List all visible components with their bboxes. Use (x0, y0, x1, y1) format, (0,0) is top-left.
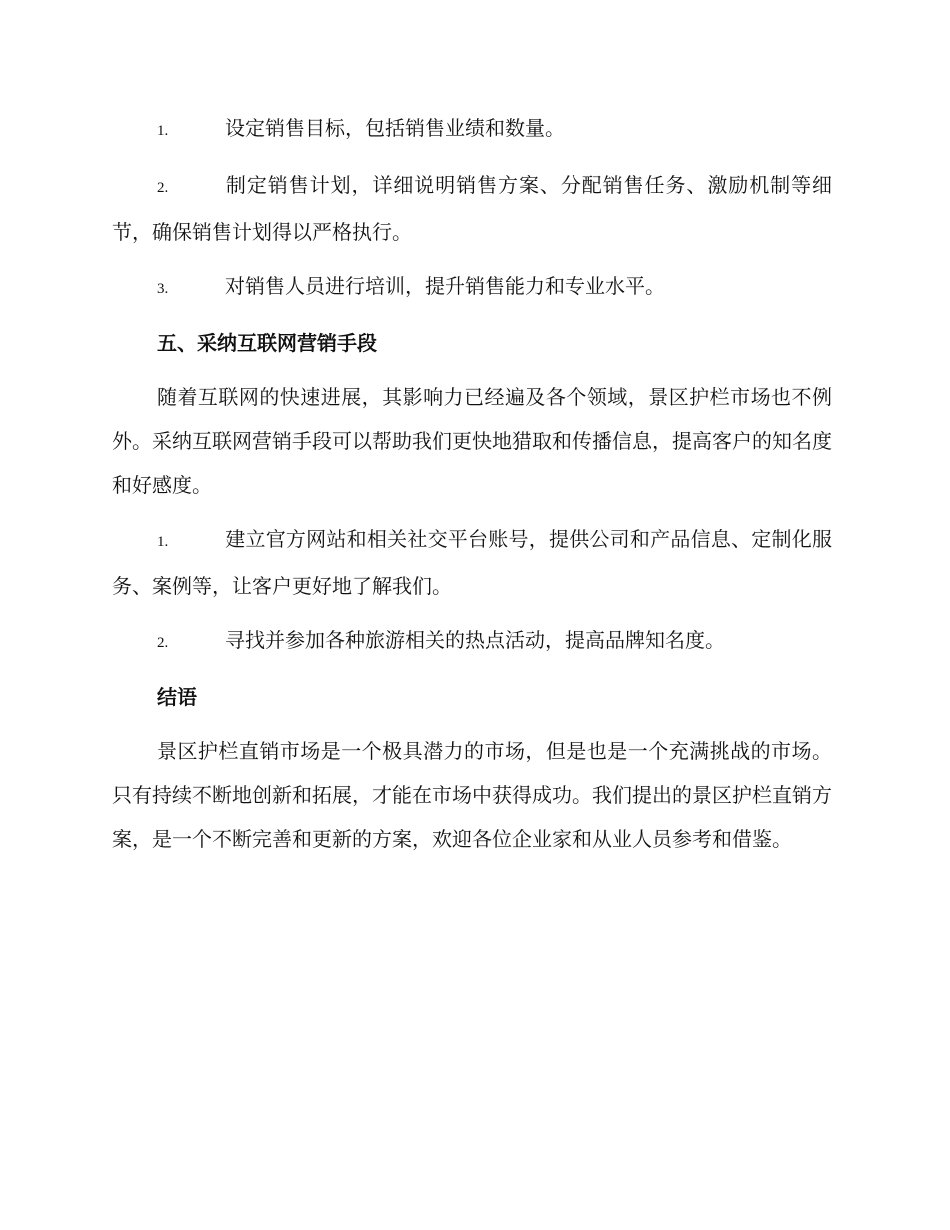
list-item (112, 163, 832, 254)
list-item (112, 264, 832, 311)
document-content (112, 106, 832, 871)
section-heading: 五、采纳互联网营销手段 (157, 331, 377, 355)
list-number: 1. (157, 123, 169, 139)
list-number: 2. (157, 180, 169, 196)
list-text: 对销售人员进行培训，提升销售能力和专业水平。 (225, 274, 665, 298)
list-item (112, 618, 832, 665)
list-text: 设定销售目标，包括销售业绩和数量。 (225, 116, 565, 140)
list-number: 3. (157, 281, 169, 297)
list-item (112, 517, 832, 608)
list-item (112, 106, 832, 153)
list-text: 建立官方网站和相关社交平台账号，提供公司和产品信息、定制化服务、案例等，让客户更好地了解我们。 (112, 527, 832, 598)
list-number: 1. (157, 534, 169, 550)
list-text: 制定销售计划，详细说明销售方案、分配销售任务、激励机制等细节，确保销售计划得以严格执行。 (112, 173, 832, 244)
section-intro-paragraph: 随着互联网的快速进展，其影响力已经遍及各个领域，景区护栏市场也不例外。采纳互联网营销手段可以帮助我们更快地猎取和传播信息，提高客户的知名度和好感度。 (112, 385, 832, 497)
list-text: 寻找并参加各种旅游相关的热点活动，提高品牌知名度。 (225, 628, 725, 652)
list-number: 2. (157, 635, 169, 651)
conclusion-heading: 结语 (157, 685, 197, 709)
conclusion-paragraph: 景区护栏直销市场是一个极具潜力的市场，但是也是一个充满挑战的市场。只有持续不断地创新和拓展，才能在市场中获得成功。我们提出的景区护栏直销方案，是一个不断完善和更新的方案，欢迎各位企业家和从业人员参考和借鉴。 (112, 739, 832, 851)
